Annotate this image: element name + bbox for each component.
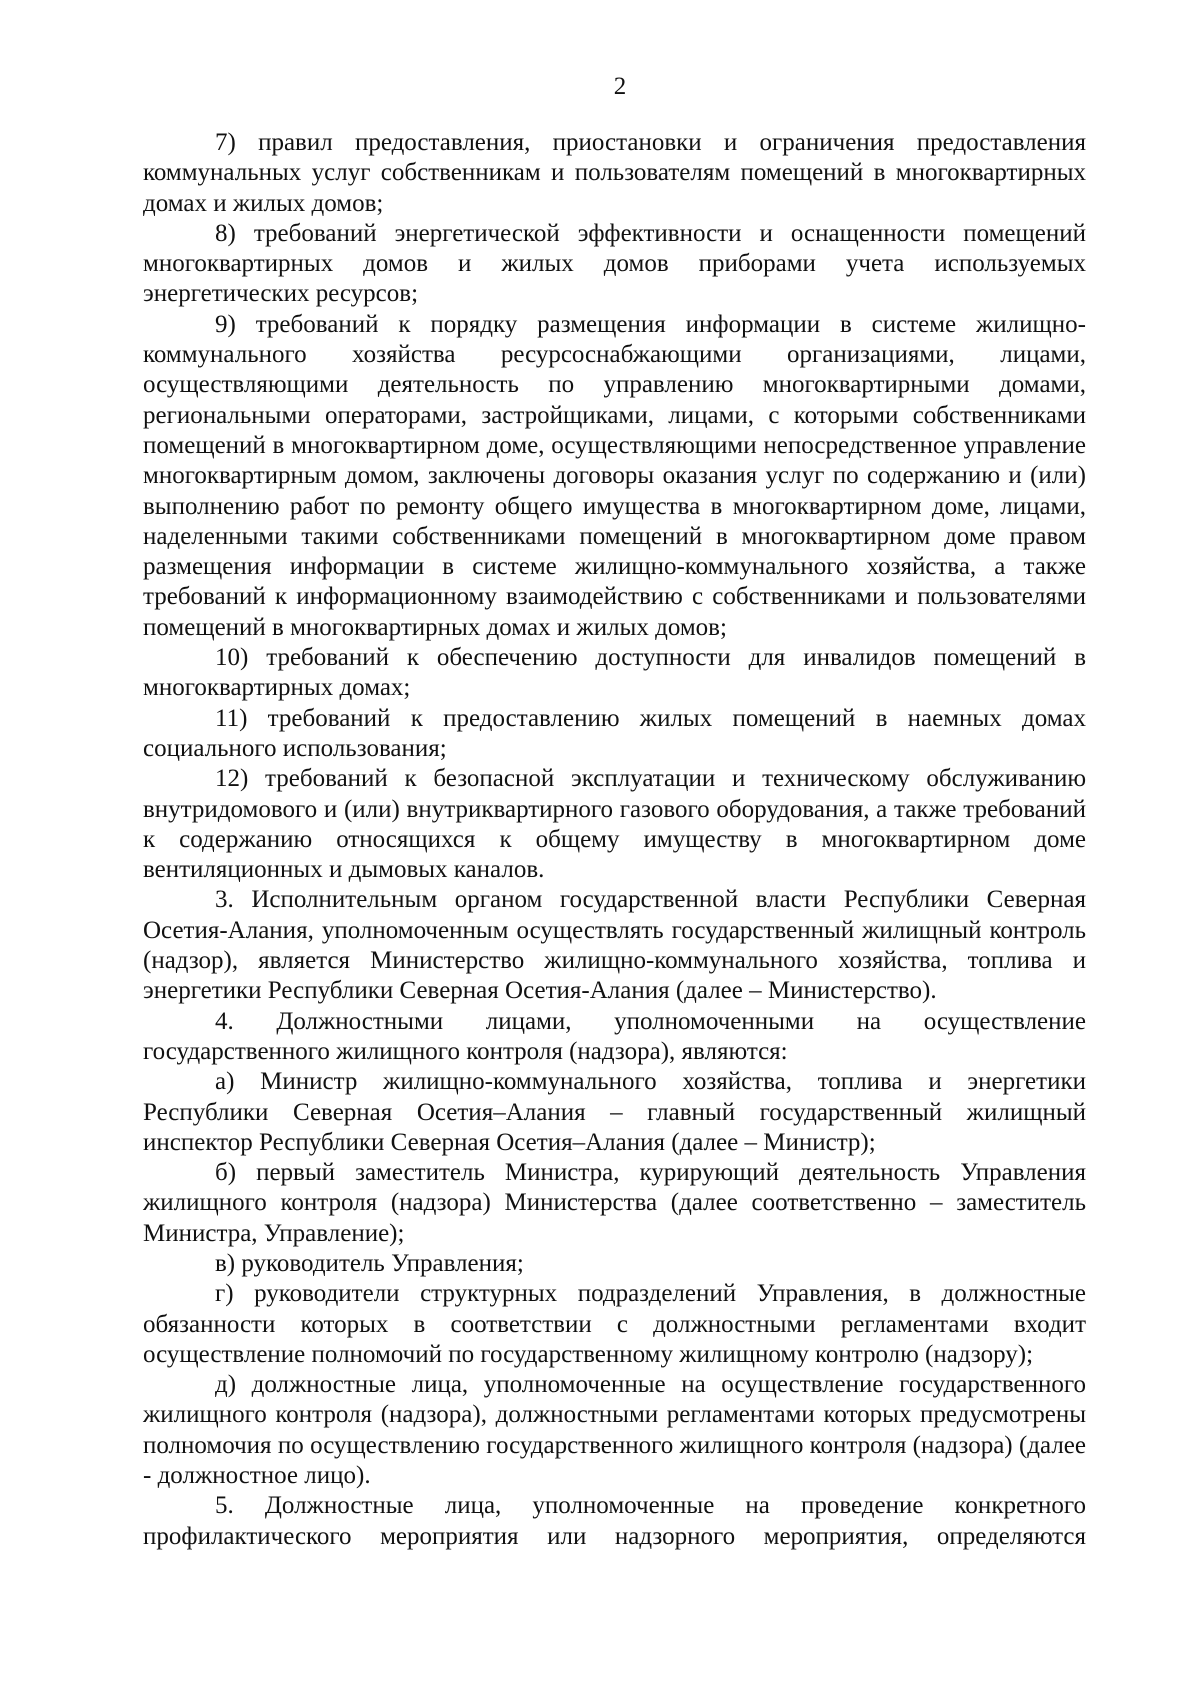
paragraph-item-11: 11) требований к предоставлению жилых помещений в наемных домах социального использования; — [143, 704, 1086, 762]
paragraph-clause-5: 5. Должностные лица, уполномоченные на проведение конкретного профилактического мероприятия или надзорного мероприятия, определяются — [143, 1492, 1086, 1550]
paragraph-item-9: 9) требований к порядку размещения информации в системе жилищно-коммунального хозяйства ресурсоснабжающими организациями, лицами, осуществляющими деятельность по управлению многоквартирными домами, региональными операторами, застройщиками, лицами, с которыми собственниками помещений в многоквартирном доме, осуществляющими непосредственное управление многоквартирным домом, заключены договоры оказания услуг по содержанию и (или) выполнению работ по ремонту общего имущества в многоквартирном доме, лицами, наделенными такими собственниками помещений в многоквартирном доме правом размещения информации в системе жилищно-коммунального хозяйства, а также требований к информационному взаимодействию с собственниками и пользователями помещений в многоквартирных домах и жилых домов; — [143, 310, 1086, 641]
paragraph-subitem-a: а) Министр жилищно-коммунального хозяйства, топлива и энергетики Республики Северная Осетия–Алания – главный государственный жилищный инспектор Республики Северная Осетия–Алания (далее – Министр); — [143, 1068, 1086, 1156]
paragraph-subitem-g: г) руководители структурных подразделений Управления, в должностные обязанности которых в соответствии с должностными регламентами входит осуществление полномочий по государственному жилищному контролю (надзору); — [143, 1280, 1086, 1368]
document-body — [143, 128, 1086, 1552]
paragraph-item-7: 7) правил предоставления, приостановки и ограничения предоставления коммунальных услуг собственникам и пользователям помещений в многоквартирных домах и жилых домов; — [143, 129, 1086, 217]
paragraph-item-8: 8) требований энергетической эффективности и оснащенности помещений многоквартирных домов и жилых домов приборами учета используемых энергетических ресурсов; — [143, 219, 1086, 308]
page-number: 2 — [613, 73, 627, 100]
paragraph-clause-4: 4. Должностными лицами, уполномоченными на осуществление государственного жилищного контроля (надзора), являются: — [143, 1007, 1086, 1065]
paragraph-subitem-d: д) должностные лица, уполномоченные на осуществление государственного жилищного контроля (надзора), должностными регламентами которых предусмотрены полномочия по осуществлению государственного жилищного контроля (надзора) (далее - должностное лицо). — [143, 1371, 1086, 1490]
paragraph-subitem-v: в) руководитель Управления; — [215, 1249, 524, 1277]
paragraph-subitem-b: б) первый заместитель Министра, курирующий деятельность Управления жилищного контроля (надзора) Министерства (далее соответственно – заместитель Министра, Управление); — [143, 1159, 1086, 1247]
paragraph-clause-3: 3. Исполнительным органом государственной власти Республики Северная Осетия-Алания, уполномоченным осуществлять государственный жилищный контроль (надзор), является Министерство жилищно-коммунального хозяйства, топлива и энергетики Республики Северная Осетия-Алания (далее – Министерство). — [143, 886, 1086, 1005]
paragraph-item-10: 10) требований к обеспечению доступности для инвалидов помещений в многоквартирных домах; — [143, 644, 1086, 702]
paragraph-item-12: 12) требований к безопасной эксплуатации и техническому обслуживанию внутридомового и (или) внутриквартирного газового оборудования, а также требований к содержанию относящихся к общему имуществу в многоквартирном доме вентиляционных и дымовых каналов. — [143, 765, 1086, 884]
